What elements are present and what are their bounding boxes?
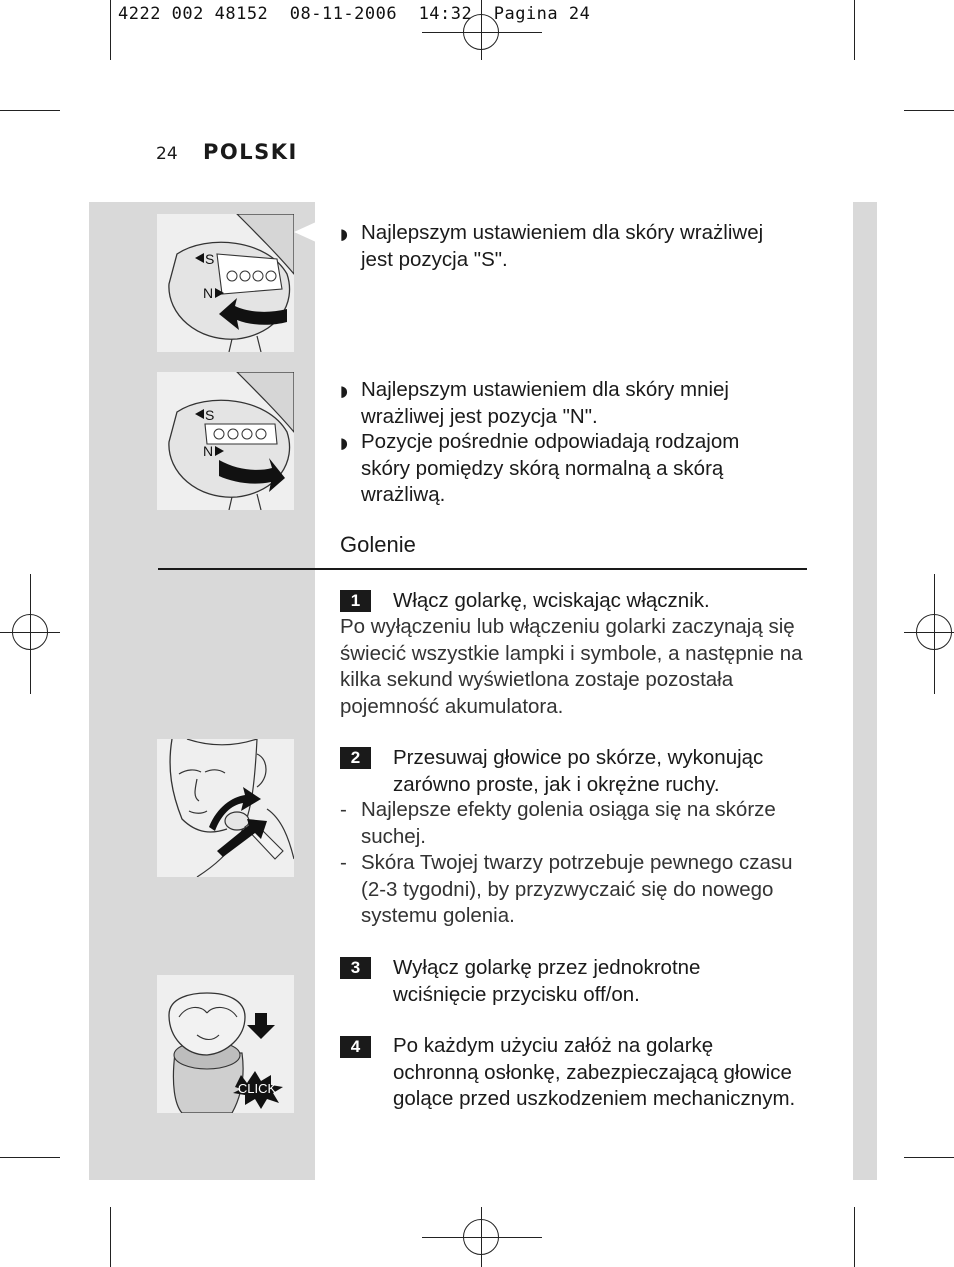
bullet-marker: ◗ [340,225,348,243]
dial-n-illustration [157,372,294,510]
step-4-text: Po każdym użyciu załóż na golarkę ochronną osłonkę, zabezpieczającą głowice golące przed uszkodzeniem mechanicznym. [393,1034,796,1110]
tip-dash: - [340,851,347,874]
step-2-tip-2: Skóra Twojej twarzy potrzebuje pewnego czasu (2-3 tygodni), by przyzwyczaić się do nowego systemu golenia. [361,851,793,927]
bullet-marker: ◗ [340,434,348,452]
crop-mark [854,1207,855,1267]
step-number-1: 1 [340,590,371,612]
click-label: CLICK [237,1081,277,1096]
dial-s-illustration [157,214,294,352]
sensitivity-bullet-2: Najlepszym ustawieniem dla skóry mniej wrażliwej jest pozycja "N". [361,378,729,428]
dial-s-label: S [205,251,215,267]
step-2-text: Przesuwaj głowice po skórze, wykonując zarówno proste, jak i okrężne ruchy. [393,746,764,796]
registration-circle [916,614,952,650]
tip-dash: - [340,798,347,821]
dial-n-label: N [203,285,214,301]
section-title: Golenie [340,532,416,557]
step-1-note: Po wyłączeniu lub włączeniu golarki zaczynają się świecić wszystkie lampki i symbole, a następnie na kilka sekund wyświetlona zostaje pozostała pojemność akumulatora. [340,615,803,718]
section-rule [158,568,807,570]
crop-mark [0,110,60,111]
step-3-text: Wyłącz golarkę przez jednokrotne wciśnięcie przycisku off/on. [393,956,701,1006]
crop-mark [0,1157,60,1158]
bullet-marker: ◗ [340,382,348,400]
page-number: 24 [156,144,178,164]
callout-pointer [294,222,316,242]
side-band [853,202,877,1180]
dial-s-label: S [205,407,215,423]
sensitivity-bullet-3: Pozycje pośrednie odpowiadają rodzajom skóry pomiędzy skórą normalną a skórą wrażliwą. [361,430,740,506]
step-1-text: Włącz golarkę, wciskając włącznik. [393,589,710,612]
registration-circle [12,614,48,650]
step-number-3: 3 [340,957,371,979]
crop-mark [904,110,954,111]
dial-n-label: N [203,443,214,459]
cap-click-illustration [157,975,294,1113]
page-language-title: POLSKI [203,140,298,164]
crop-mark [854,0,855,60]
registration-circle [463,1219,499,1255]
sensitivity-bullet-1: Najlepszym ustawieniem dla skóry wrażliwej jest pozycja "S". [361,221,764,271]
step-number-2: 2 [340,747,371,769]
crop-mark [904,1157,954,1158]
print-header: 4222 002 48152 08-11-2006 14:32 Pagina 24 [118,4,591,24]
step-number-4: 4 [340,1036,371,1058]
shaving-illustration [157,739,294,877]
crop-mark [110,1207,111,1267]
step-2-tip-1: Najlepsze efekty golenia osiąga się na skórze suchej. [361,798,776,848]
crop-mark [110,0,111,60]
